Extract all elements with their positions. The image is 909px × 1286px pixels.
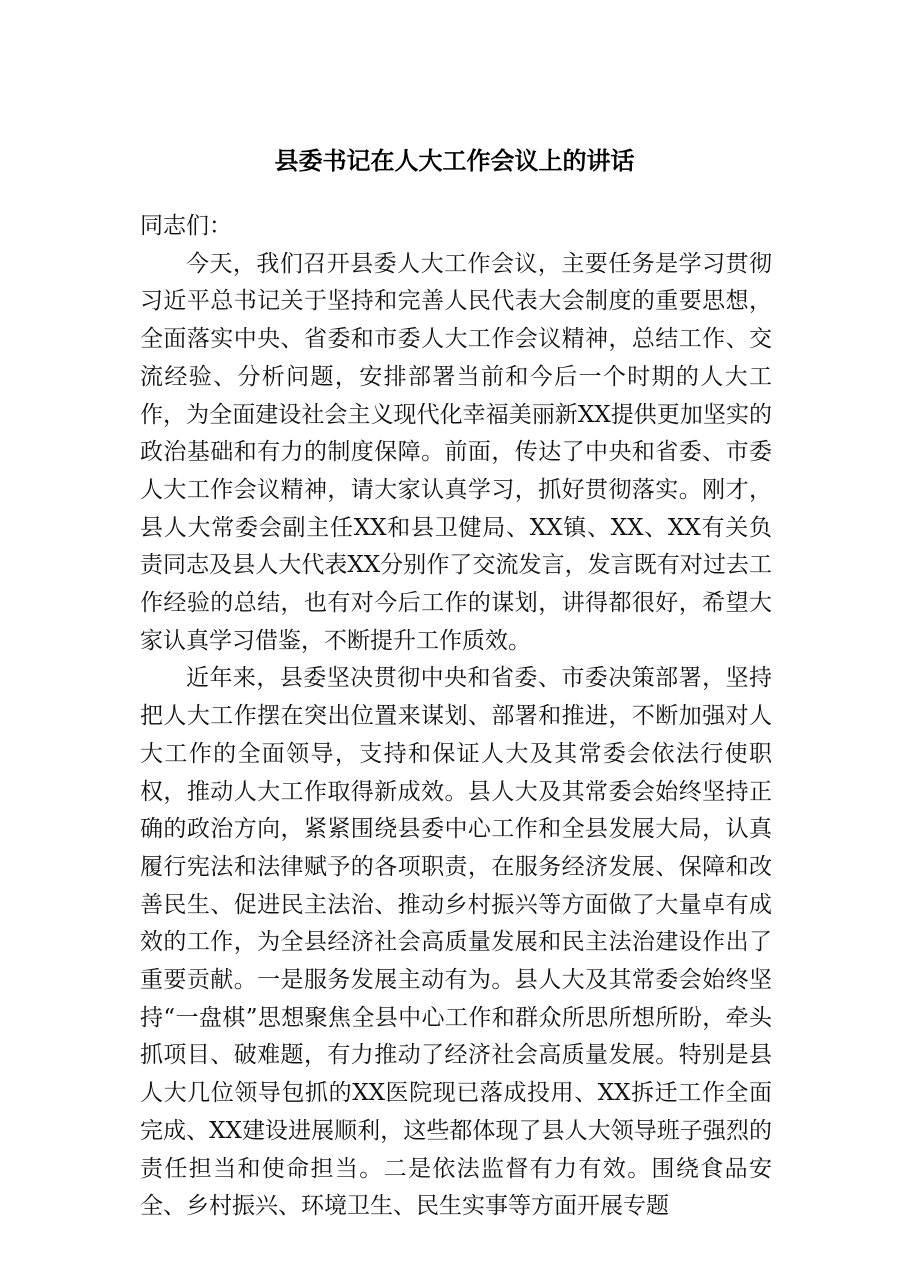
salutation: 同志们： — [140, 213, 232, 239]
paragraph-2: 近年来，县委坚决贯彻中央和省委、市委决策部署，坚持把人大工作摆在突出位置来谋划、部署和推进，不断加强对人大工作的全面领导，支持和保证人大及其常委会依法行使职权，推动人大工作取得新成效。县人大及其常委会始终坚持正确的政治方向，紧紧围绕县委中心工作和全县发展大局，认真履行宪法和法律赋予的各项职责，在服务经济发展、保障和改善民生、促进民主法治、推动乡村振兴等方面做了大量卓有成效的工作，为全县经济社会高质量发展和民主法治建设作出了重要贡献。一是服务发展主动有为。县人大及其常委会始终坚持“一盘棋”思想聚焦全县中心工作和群众所思所想所盼，牵头抓项目、破难题，有力推动了经济社会高质量发展。特别是县人大几位领导包抓的XX医院现已落成投用、XX拆迁工作全面完成、XX建设进展顺利，这些都体现了县人大领导班子强烈的责任担当和使命担当。二是依法监督有力有效。围绕食品安全、乡村振兴、环境卫生、民生实事等方面开展专题 — [140, 665, 772, 1220]
document-title: 县委书记在人大工作会议上的讲话 — [274, 146, 635, 175]
document-body — [140, 208, 772, 1226]
paragraph-1: 今天，我们召开县委人大工作会议，主要任务是学习贯彻习近平总书记关于坚持和完善人民代表大会制度的重要思想，全面落实中央、省委和市委人大工作会议精神，总结工作、交流经验、分析问题，安排部署当前和今后一个时期的人大工作，为全面建设社会主义现代化幸福美丽新XX提供更加坚实的政治基础和有力的制度保障。前面，传达了中央和省委、市委人大工作会议精神，请大家认真学习，抓好贯彻落实。刚才，县人大常委会副主任XX和县卫健局、XX镇、XX、XX有关负责同志及县人大代表XX分别作了交流发言，发言既有对过去工作经验的总结，也有对今后工作的谋划，讲得都很好，希望大家认真学习借鉴，不断提升工作质效。 — [140, 250, 772, 654]
